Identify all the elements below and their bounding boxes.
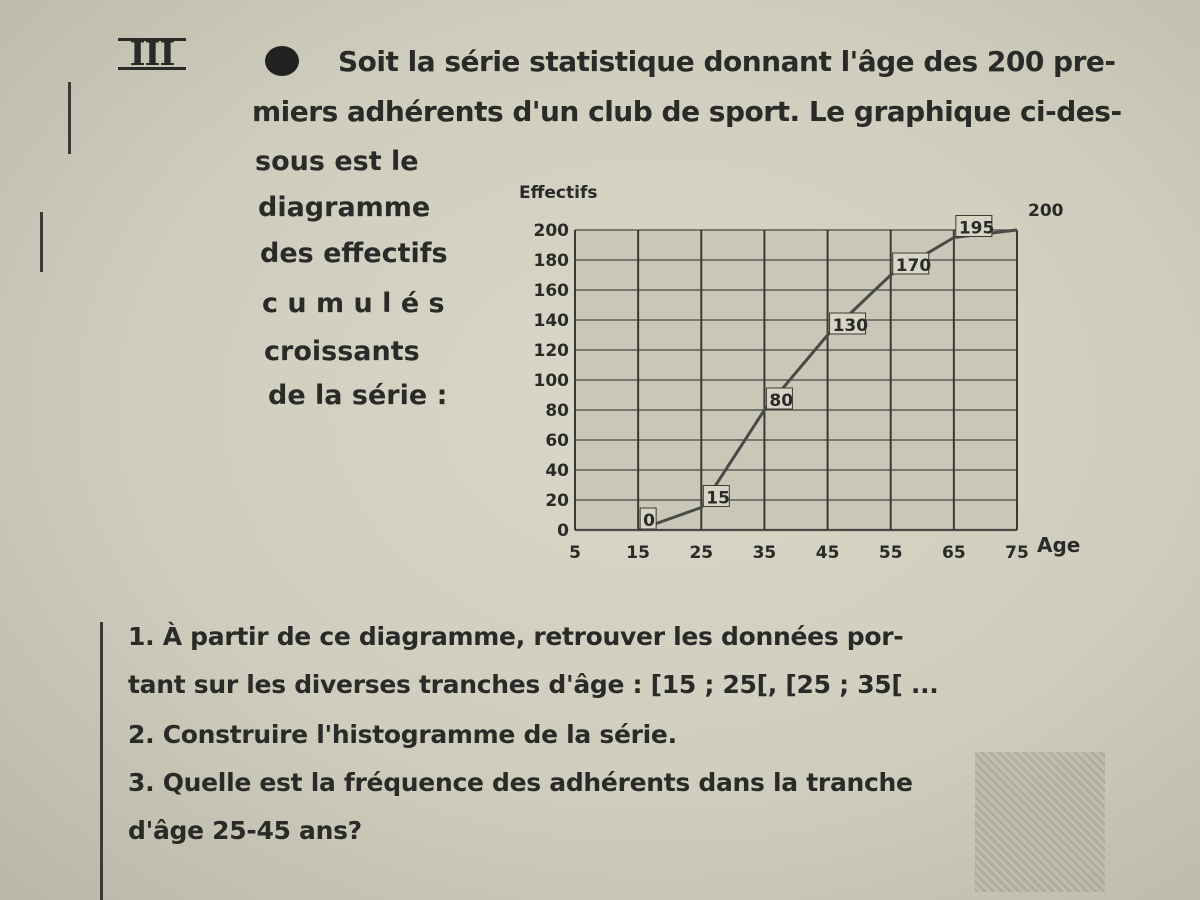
x-tick-label: 45 — [815, 543, 840, 563]
y-tick-label: 0 — [557, 521, 569, 541]
y-tick-label: 20 — [545, 491, 569, 511]
cumulative-frequency-chart — [515, 178, 1095, 568]
x-tick-label: 25 — [689, 543, 714, 563]
y-tick-label: 40 — [545, 461, 569, 481]
y-tick-label: 180 — [533, 251, 569, 271]
question-1-line-2: tant sur les diverses tranches d'âge : [15 ; 25[, [25 ; 35[ ... — [128, 670, 939, 699]
point-label: 195 — [958, 218, 995, 239]
side-text-line: des effectifs — [260, 238, 448, 269]
point-label: 0 — [643, 511, 655, 531]
y-axis-label: Effectifs — [519, 183, 598, 203]
side-text-line: sous est le — [255, 146, 419, 177]
margin-bar-bottom — [100, 622, 103, 900]
bullet-icon — [265, 46, 299, 76]
stamp-logo — [975, 752, 1105, 892]
x-tick-label: 15 — [626, 543, 650, 563]
point-label: 200 — [1028, 201, 1064, 221]
side-text-line: c u m u l é s — [262, 288, 445, 319]
intro-line-1: Soit la série statistique donnant l'âge des 200 pre- — [338, 45, 1116, 78]
side-text-line: diagramme — [258, 192, 431, 223]
point-label: 15 — [706, 488, 730, 509]
y-tick-label: 140 — [533, 311, 569, 331]
point-label: 130 — [832, 316, 869, 336]
side-text-line: de la série : — [268, 380, 448, 411]
y-tick-label: 80 — [545, 401, 569, 421]
question-3-line-1: 3. Quelle est la fréquence des adhérents dans la tranche — [128, 768, 913, 797]
y-tick-label: 200 — [533, 221, 569, 241]
x-tick-label: 35 — [752, 543, 777, 563]
margin-bar-middle — [40, 212, 43, 272]
question-2: 2. Construire l'histogramme de la série. — [128, 720, 677, 749]
intro-line-2: miers adhérents d'un club de sport. Le graphique ci-des- — [252, 95, 1122, 128]
question-1-line-1: 1. À partir de ce diagramme, retrouver les données por- — [128, 622, 904, 651]
y-tick-label: 120 — [533, 341, 569, 361]
x-tick-label: 75 — [1005, 543, 1029, 563]
point-label: 170 — [895, 256, 932, 276]
question-3-line-2: d'âge 25-45 ans? — [128, 816, 362, 845]
side-text-line: croissants — [264, 336, 420, 367]
point-label: 80 — [769, 391, 794, 411]
y-tick-label: 60 — [545, 431, 569, 451]
x-tick-label: 55 — [878, 543, 903, 563]
x-axis-label: Age — [1037, 533, 1081, 557]
y-tick-label: 100 — [533, 371, 569, 391]
y-tick-label: 160 — [533, 281, 569, 301]
x-tick-label: 65 — [942, 543, 966, 563]
section-number: III — [118, 38, 186, 70]
margin-bar-top — [68, 82, 71, 154]
x-tick-label: 5 — [569, 543, 581, 563]
